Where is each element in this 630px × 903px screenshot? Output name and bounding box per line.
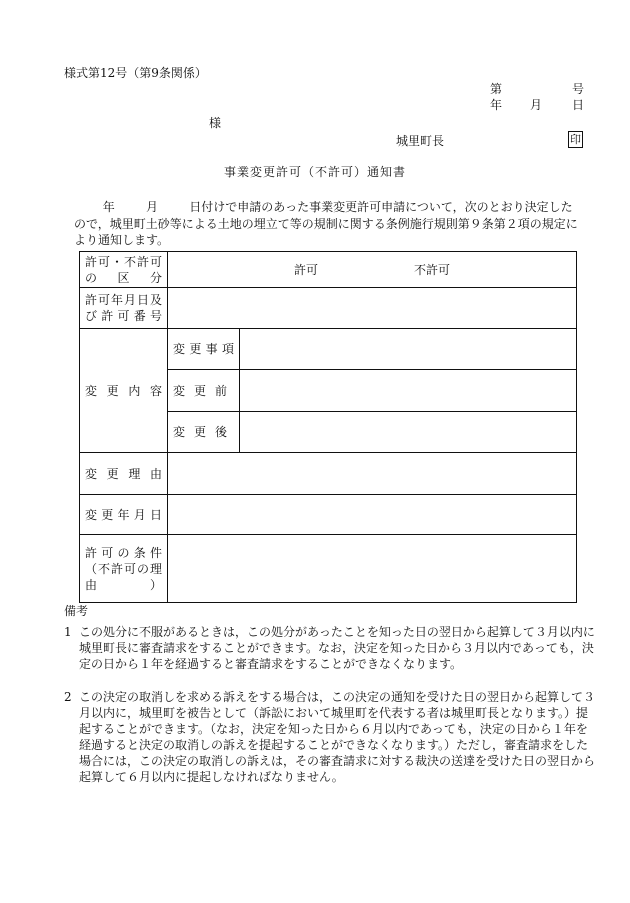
note-text: この処分に不服があるときは，この処分があったことを知った日の翌日から起算して３月以内に城里町長に審査請求をすることができます。なお，決定を知った日から３月以内であっても，決定の日から１年を経過すると審査請求をすることができなくなります。 bbox=[79, 625, 595, 671]
issue-date-year: 年 bbox=[490, 98, 503, 112]
note-number: 1 bbox=[64, 625, 72, 639]
reason-value bbox=[168, 453, 577, 495]
before-value bbox=[240, 370, 577, 412]
form-number-label: 様式第12号（第9条関係） bbox=[64, 66, 207, 80]
change-item-label: 変更事項 bbox=[168, 329, 240, 370]
kubun-label: 許可・不許可の 区 分 bbox=[80, 252, 168, 288]
condition-value bbox=[168, 535, 577, 603]
option-permit: 許可 bbox=[293, 262, 318, 277]
notes-heading: 備考 bbox=[64, 604, 89, 618]
note-text: この決定の取消しを求める訴えをする場合は，この決定の通知を受けた日の翌日から起算して３月以内に，城里町を被告として（訴訟において城里町を代表する者は城里町長となります。）提起することができます。（なお，決定を知った日から６月以内であっても，決定の日から１年を経過すると決定の取消しの訴えを提起することができなくなります。）ただし，審査請求をした場合には，この決定の取消しの訴えは，その審査請求に対する裁決の送達を受けた日の翌日から起算して６月以内に提起しなければなりません。 bbox=[79, 690, 596, 784]
issue-date-day: 日 bbox=[572, 98, 585, 112]
addressee-honorific: 様 bbox=[209, 116, 222, 130]
kubun-value bbox=[168, 252, 577, 288]
change-date-label: 変更年月日 bbox=[80, 495, 168, 535]
document-title: 事業変更許可（不許可）通知書 bbox=[223, 165, 406, 179]
intro-year: 年 bbox=[102, 200, 115, 214]
seal-mark: 印 bbox=[570, 133, 581, 146]
intro-body: 日付けで申請のあった事業変更許可申請について，次のとおり決定したので，城里町土砂等による土地の埋立て等の規制に関する条例施行規則第９条第２項の規定により通知します。 bbox=[74, 200, 578, 247]
document-number-prefix: 第 bbox=[490, 82, 503, 96]
after-value bbox=[240, 412, 577, 453]
change-item-value bbox=[240, 329, 577, 370]
document-number-suffix: 号 bbox=[572, 82, 585, 96]
issue-date-month: 月 bbox=[530, 98, 543, 112]
intro-paragraph bbox=[74, 199, 584, 249]
permit-date-value bbox=[168, 288, 577, 329]
note-item bbox=[64, 689, 599, 785]
condition-label: 許可の条件（不許可の理由） bbox=[80, 535, 168, 603]
notice-table bbox=[79, 251, 577, 603]
change-date-value bbox=[168, 495, 577, 535]
permit-date-label: 許可年月日及び許可番号 bbox=[80, 288, 168, 329]
intro-month: 月 bbox=[146, 200, 159, 214]
change-content-label: 変更内容 bbox=[80, 329, 168, 453]
reason-label: 変更理由 bbox=[80, 453, 168, 495]
after-label: 変更後 bbox=[168, 412, 240, 453]
before-label: 変更前 bbox=[168, 370, 240, 412]
note-item bbox=[64, 624, 599, 672]
issuer-name: 城里町長 bbox=[396, 134, 445, 148]
option-deny: 不許可 bbox=[414, 262, 451, 277]
note-number: 2 bbox=[64, 690, 72, 704]
